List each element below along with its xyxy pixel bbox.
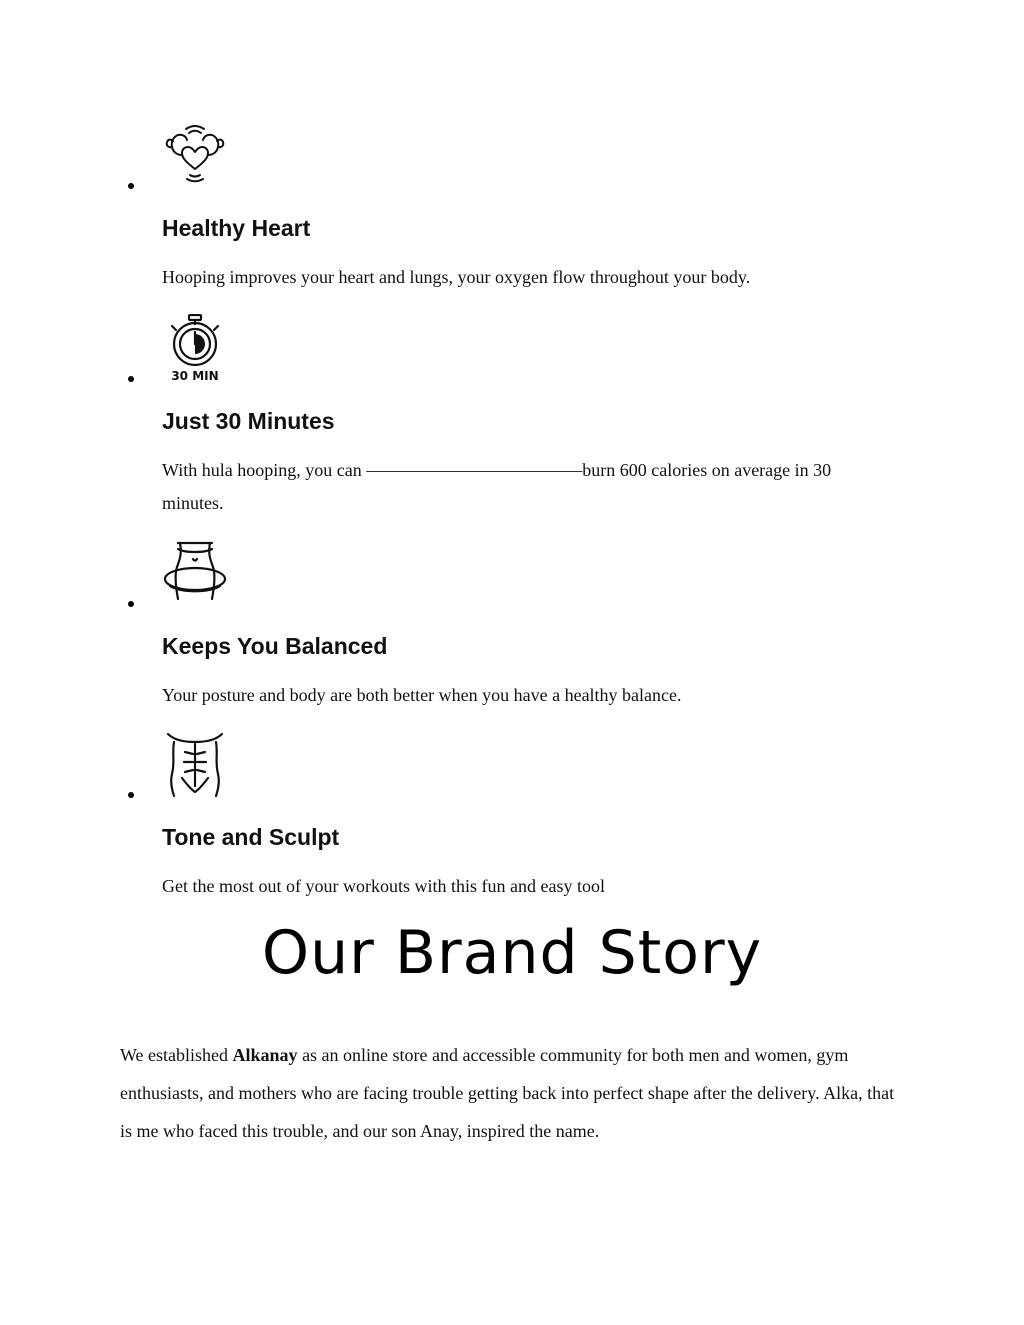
- feature-description: Hooping improves your heart and lungs, your oxygen flow throughout your body.: [162, 267, 751, 287]
- list-bullet: [128, 792, 134, 798]
- feature-description: With hula hooping, you can ————————————burn 600 calories on average in 30 minutes.: [162, 460, 832, 513]
- feature-description: Your posture and body are both better when you have a healthy balance.: [162, 685, 682, 705]
- list-bullet: [128, 601, 134, 607]
- list-bullet: [128, 376, 134, 382]
- feature-title: Healthy Heart: [162, 215, 311, 241]
- brand-story-paragraph: [120, 1036, 910, 1150]
- stopwatch-icon: [160, 314, 230, 384]
- brand-name: Alkanay: [232, 1045, 298, 1065]
- waist-hoop-icon: [160, 539, 230, 609]
- muscle-heart-icon: [160, 125, 230, 195]
- feature-description: Get the most out of your workouts with this fun and easy tool: [162, 876, 605, 896]
- brand-story-text-after: as an online store and accessible community for both men and women, gym enthusiasts, and mothers who are facing trouble getting back into perfect shape after the delivery. Alka, that is me who faced this trouble, and our son Anay, inspired the name.: [120, 1045, 895, 1141]
- feature-title: Tone and Sculpt: [162, 824, 340, 850]
- brand-story-heading: Our Brand Story: [261, 918, 763, 988]
- feature-title: Just 30 Minutes: [162, 408, 335, 434]
- brand-story-text-before: We established: [120, 1045, 233, 1065]
- feature-title: Keeps You Balanced: [162, 633, 388, 659]
- abs-torso-icon: [160, 730, 230, 800]
- stopwatch-label: 30 MIN: [171, 369, 219, 383]
- list-bullet: [128, 183, 134, 189]
